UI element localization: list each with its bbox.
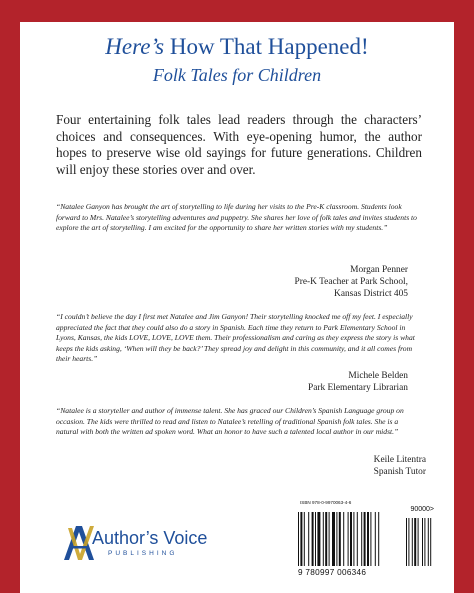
- barcode-bar: [367, 512, 369, 566]
- reviewer-name: Morgan Penner: [350, 265, 408, 275]
- barcode-addon-bar: [424, 518, 425, 566]
- barcode-bar: [378, 512, 379, 566]
- review-quote-2: “I couldn’t believe the day I first met Natalee and Jim Ganyon! Their storytelling knocked me off my feet. I especially appreciated the fact that they could also do a story in Spanish. Each time they return to Park Elementary School in Lyons, Kansas, the kids LOVE, LOVE, LOVE them. Their professionalism and caring as they express the story is what keeps the kids asking, ‘When will they be back?’ They spread joy and delight in this community, and it all comes from their hearts.”: [56, 312, 415, 364]
- barcode-bar: [339, 512, 341, 566]
- review-attribution-2: [228, 370, 408, 394]
- reviewer-title: Park Elementary Librarian: [308, 383, 408, 393]
- reviewer-title: Pre-K Teacher at Park School,: [294, 277, 408, 287]
- price-code: 90000>: [410, 506, 434, 513]
- review-attribution-3: [246, 454, 426, 478]
- barcode-bar: [364, 512, 366, 566]
- review-quote-1: “Natalee Ganyon has brought the art of storytelling to life during her visits to the Pre-K classroom. Students look forward to Mrs. Natalee’s storytelling adventures and puppetry. She shares her love of folk tales and invites students to explore the art of storytelling. I am excited for the opportunity to share her written stories with my students.”: [56, 202, 417, 233]
- reviewer-affiliation: Kansas District 405: [334, 289, 408, 299]
- barcode-bar: [336, 512, 337, 566]
- publisher-logo: [60, 520, 260, 570]
- reviewer-name: Keile Litentra: [373, 455, 426, 465]
- barcode-bar: [317, 512, 320, 566]
- isbn-barcode: [296, 500, 436, 580]
- barcode-bar: [350, 512, 352, 566]
- barcode-bar: [332, 512, 335, 566]
- barcode-bar: [348, 512, 349, 566]
- book-blurb: Four entertaining folk tales lead readers through the characters’ choices and consequences. With eye-opening humor, the author hopes to preserve wise old sayings for future generations. Children will enjoy these stories over and over.: [56, 112, 422, 177]
- barcode-bar: [370, 512, 371, 566]
- barcode-bar: [325, 512, 327, 566]
- title-rest: How That Happened!: [164, 34, 369, 59]
- publisher-subtitle: PUBLISHING: [108, 550, 178, 557]
- barcode-bar: [343, 512, 344, 566]
- back-cover: [20, 22, 454, 593]
- barcode-addon-bar: [406, 518, 407, 566]
- barcode-addon-bar: [422, 518, 423, 566]
- barcode-addon-bar: [412, 518, 413, 566]
- barcode-bar: [323, 512, 324, 566]
- review-quote-3: “Natalee is a storyteller and author of immense talent. She has graced our Children’s Spanish Language group on occasion. The kids were thrilled to read and listen to Natalee’s retelling of traditional Spanish folk tales. She is a natural with both the written ad spoken word. What an honor to have such a talented local author in our midst.”: [56, 406, 404, 437]
- barcode-bar: [361, 512, 362, 566]
- barcode-bar: [312, 512, 314, 566]
- book-subtitle: Folk Tales for Children: [152, 65, 322, 85]
- barcode-addon-bar: [428, 518, 429, 566]
- barcode-bar: [353, 512, 354, 566]
- reviewer-name: Michele Belden: [348, 371, 408, 381]
- isbn-number: 9 780997 006346: [298, 568, 367, 577]
- book-title: [20, 34, 454, 60]
- barcode-bar: [308, 512, 309, 566]
- barcode-addon-bar: [418, 518, 419, 566]
- barcode-addon-bar: [408, 518, 409, 566]
- barcode-bar: [298, 512, 299, 566]
- isbn-label: ISBN 978-0-9970063-4-6: [300, 500, 352, 505]
- barcode-addon-bar: [430, 518, 431, 566]
- barcode-bar: [375, 512, 376, 566]
- barcode-bar: [357, 512, 358, 566]
- title-italic: Here’s: [105, 34, 165, 59]
- review-attribution-1: [228, 264, 408, 300]
- barcode-bar: [300, 512, 302, 566]
- publisher-name: Author’s Voice: [92, 528, 208, 548]
- barcode-addon-bar: [414, 518, 416, 566]
- barcode-bar: [329, 512, 330, 566]
- barcode-bar: [315, 512, 316, 566]
- barcode-bars: [296, 512, 436, 568]
- reviewer-title: Spanish Tutor: [373, 467, 426, 477]
- barcode-bar: [304, 512, 305, 566]
